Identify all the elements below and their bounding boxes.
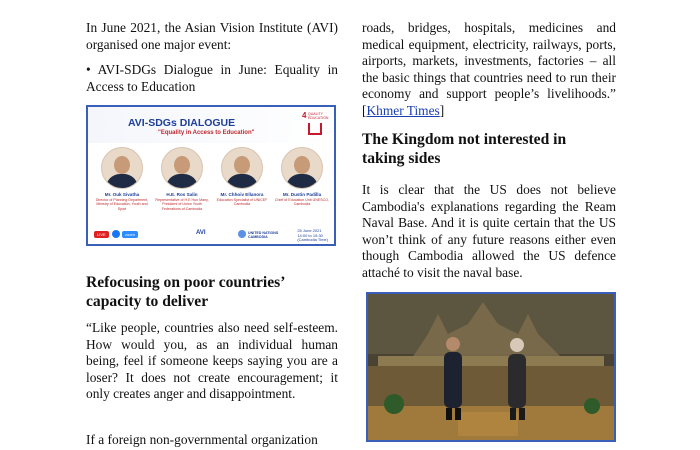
avi-logo: AVI bbox=[196, 230, 206, 236]
speaker-role: Representative of H.E Hun Many, President of Union Youth Federations of Cambodia bbox=[155, 198, 209, 211]
speaker-role: Director of Planning Department, Ministry of Education, Youth and Sport bbox=[95, 198, 149, 211]
banner-title: AVI-SDGs DIALOGUE bbox=[128, 117, 236, 129]
event-time: 14:00 to 15:30 bbox=[297, 232, 323, 238]
angkor-wat-meeting-image bbox=[368, 294, 614, 440]
body-paragraph-2: If a foreign non-governmental organization bbox=[86, 432, 318, 447]
avatar bbox=[281, 147, 323, 189]
zoom-badge: zoom bbox=[122, 231, 138, 238]
speaker-name: Mr. Dustin Padilla bbox=[282, 192, 322, 197]
event-date bbox=[297, 229, 328, 243]
sdg4-badge bbox=[302, 111, 328, 139]
section-heading-refocusing: Refocusing on poor countries’ capacity to deliver bbox=[86, 274, 285, 310]
banner-header bbox=[88, 107, 334, 143]
quote-text: roads, bridges, hospitals, medicines and medical equipment, electricity, railways, ports, airports, markets, investments, factories – all the basic things that countries need to run their economy and support people’s livelihoods.” [ bbox=[362, 20, 616, 118]
speaker-3 bbox=[214, 147, 270, 207]
webinar-banner bbox=[86, 105, 336, 246]
speaker-role: Chief of Education Unit UNESCO, Cambodia bbox=[274, 198, 330, 207]
sdg-number: 4 bbox=[302, 111, 307, 120]
sdg-label: QUALITY EDUCATION bbox=[308, 112, 329, 120]
un-logo: UNITED NATIONS CAMBODIA bbox=[248, 231, 279, 239]
speaker-role: Education Specialist of UNICEF Cambodia bbox=[216, 198, 268, 207]
event-bullet: • AVI-SDGs Dialogue in June: Equality in Access to Education bbox=[86, 62, 338, 94]
body-paragraph-3: It is clear that the US does not believe Cambodia's explanations regarding the Ream Naval Base. And it is quite certain that the US won’t think of any future reasons either even though Cambodia allowed the US defence attaché to visit the naval base. bbox=[362, 182, 616, 280]
avatar bbox=[221, 147, 263, 189]
avatar bbox=[101, 147, 143, 189]
avatar bbox=[161, 147, 203, 189]
banner-subtitle: "Equality in Access to Education" bbox=[158, 130, 255, 136]
speaker-1 bbox=[94, 147, 150, 211]
speaker-4 bbox=[274, 147, 330, 207]
section-heading-kingdom: The Kingdom not interested in taking sides bbox=[362, 131, 567, 167]
facebook-icon bbox=[112, 230, 120, 238]
event-timezone: (Cambodia Time) bbox=[297, 237, 328, 243]
speaker-name: H.E. Ros Salin bbox=[166, 192, 198, 197]
banner-footer bbox=[88, 226, 334, 244]
khmer-times-link[interactable]: Khmer Times bbox=[366, 102, 440, 118]
quote-bracket-end: ] bbox=[439, 102, 445, 118]
quote-paragraph bbox=[362, 20, 616, 119]
live-badge: LIVE bbox=[94, 231, 109, 238]
speaker-2 bbox=[154, 147, 210, 211]
un-emblem-icon bbox=[238, 230, 246, 238]
speaker-name: Mr. Ouk Sivatha bbox=[104, 192, 140, 197]
body-paragraph-1: “Like people, countries also need self-esteem. How would you, as an individual human being, feel if someone keeps saying you are a loser? It does not create encouragement; it only creates anger and disappointment. bbox=[86, 320, 338, 401]
news-photo bbox=[366, 292, 616, 442]
event-date-day: 25 June 2021 bbox=[297, 228, 322, 233]
intro-paragraph: In June 2021, the Asian Vision Institute (AVI) organised one major event: bbox=[86, 20, 338, 52]
speaker-name: Mr. Chhoiv Ellanora bbox=[220, 192, 264, 197]
book-icon bbox=[308, 123, 322, 135]
